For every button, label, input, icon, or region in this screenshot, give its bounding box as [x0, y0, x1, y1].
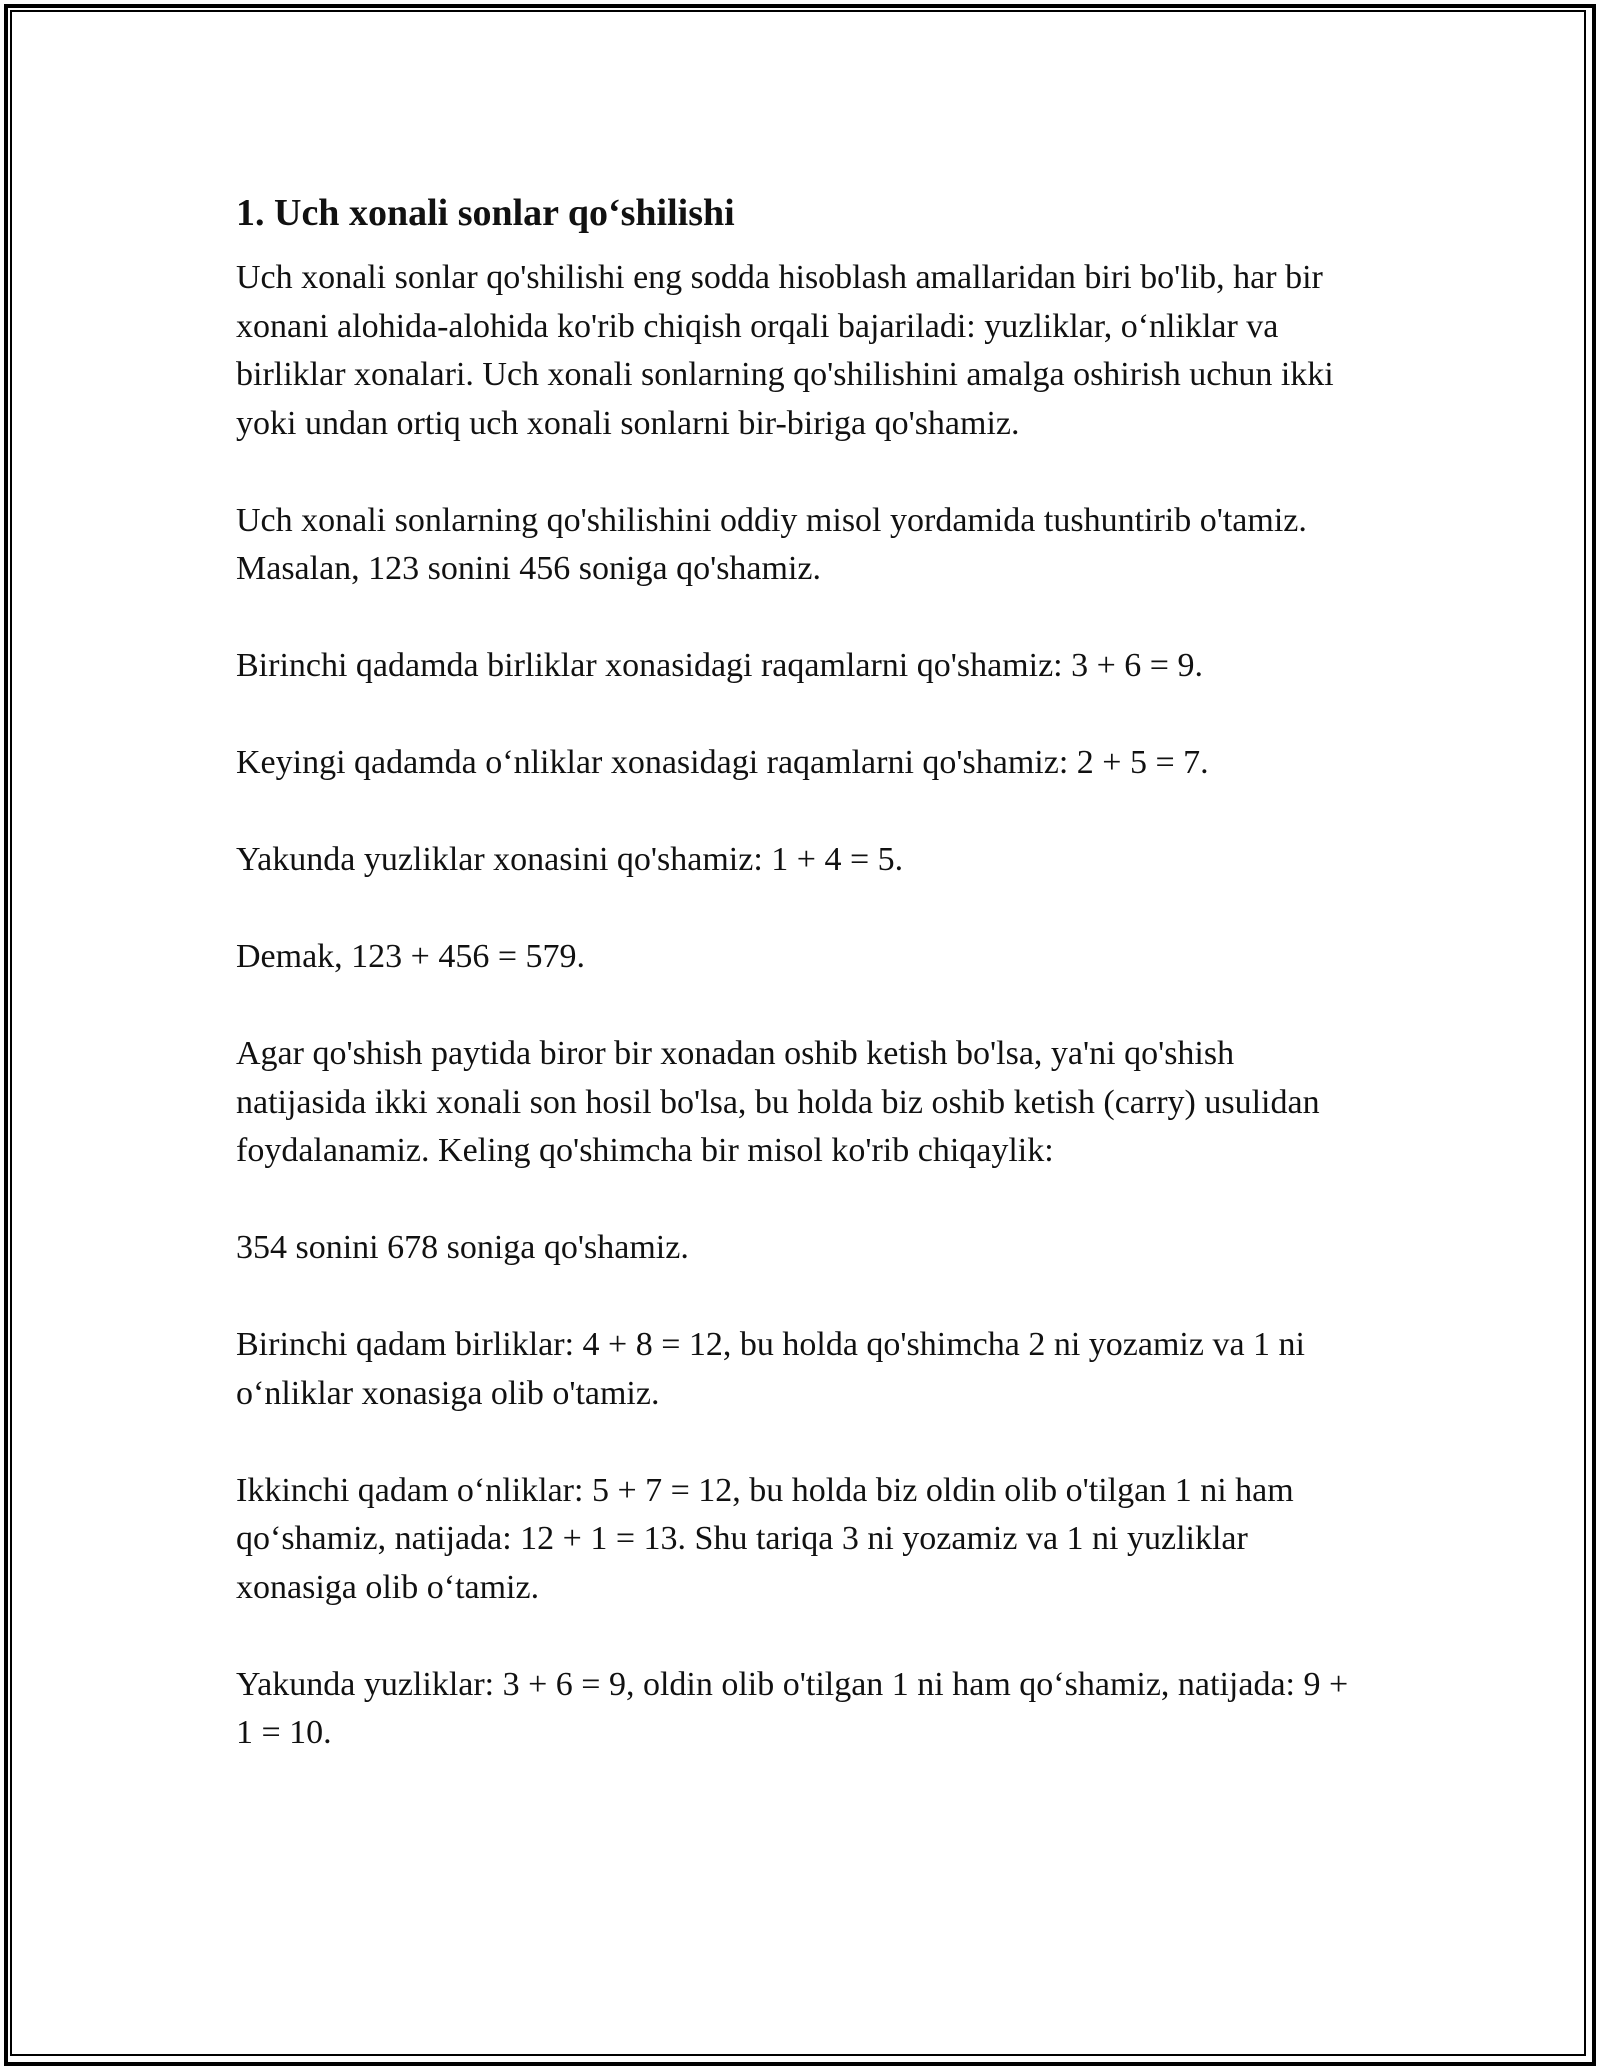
paragraph-intro: Uch xonali sonlar qo'shilishi eng sodda hisoblash amallaridan biri bo'lib, har bir xonani alohida-alohida ko'rib chiqish orqali bajariladi: yuzliklar, o‘nliklar va birliklar xonalari. Uch xonali sonlarning qo'shilishini amalga oshirish uchun ikki yoki undan ortiq uch xonali sonlarni bir-biriga qo'shamiz. [236, 259, 1334, 442]
paragraph-step-tens: Keyingi qadamda o‘nliklar xonasidagi raqamlarni qo'shamiz: 2 + 5 = 7. [236, 744, 1209, 781]
document-body [236, 186, 1366, 1806]
paragraph-result: Demak, 123 + 456 = 579. [236, 938, 586, 975]
paragraph-carry-step-units: Birinchi qadam birliklar: 4 + 8 = 12, bu holda qo'shimcha 2 ni yozamiz va 1 ni o‘nliklar xonasiga olib o'tamiz. [236, 1326, 1305, 1412]
paragraph-carry-example: 354 sonini 678 soniga qo'shamiz. [236, 1229, 689, 1266]
paragraph-step-units: Birinchi qadamda birliklar xonasidagi raqamlarni qo'shamiz: 3 + 6 = 9. [236, 647, 1203, 684]
paragraph-example-intro: Uch xonali sonlarning qo'shilishini oddiy misol yordamida tushuntirib o'tamiz. Masalan, 123 sonini 456 soniga qo'shamiz. [236, 501, 1307, 587]
paragraph-carry-step-tens: Ikkinchi qadam o‘nliklar: 5 + 7 = 12, bu holda biz oldin olib o'tilgan 1 ni ham qo‘shamiz, natijada: 12 + 1 = 13. Shu tariqa 3 ni yozamiz va 1 ni yuzliklar xonasiga olib o‘tamiz. [236, 1471, 1294, 1606]
paragraph-step-hundreds: Yakunda yuzliklar xonasini qo'shamiz: 1 + 4 = 5. [236, 841, 904, 878]
section-heading: 1. Uch xonali sonlar qo‘shilishi [236, 192, 735, 234]
paragraph-carry-intro: Agar qo'shish paytida biror bir xonadan oshib ketish bo'lsa, ya'ni qo'shish natijasida ikki xonali son hosil bo'lsa, bu holda biz oshib ketish (carry) usulidan foydalanamiz. Keling qo'shimcha bir misol ko'rib chiqaylik: [236, 1035, 1320, 1169]
paragraph-carry-step-hundreds: Yakunda yuzliklar: 3 + 6 = 9, oldin olib o'tilgan 1 ni ham qo‘shamiz, natijada: 9 + 1 = 10. [236, 1665, 1349, 1751]
